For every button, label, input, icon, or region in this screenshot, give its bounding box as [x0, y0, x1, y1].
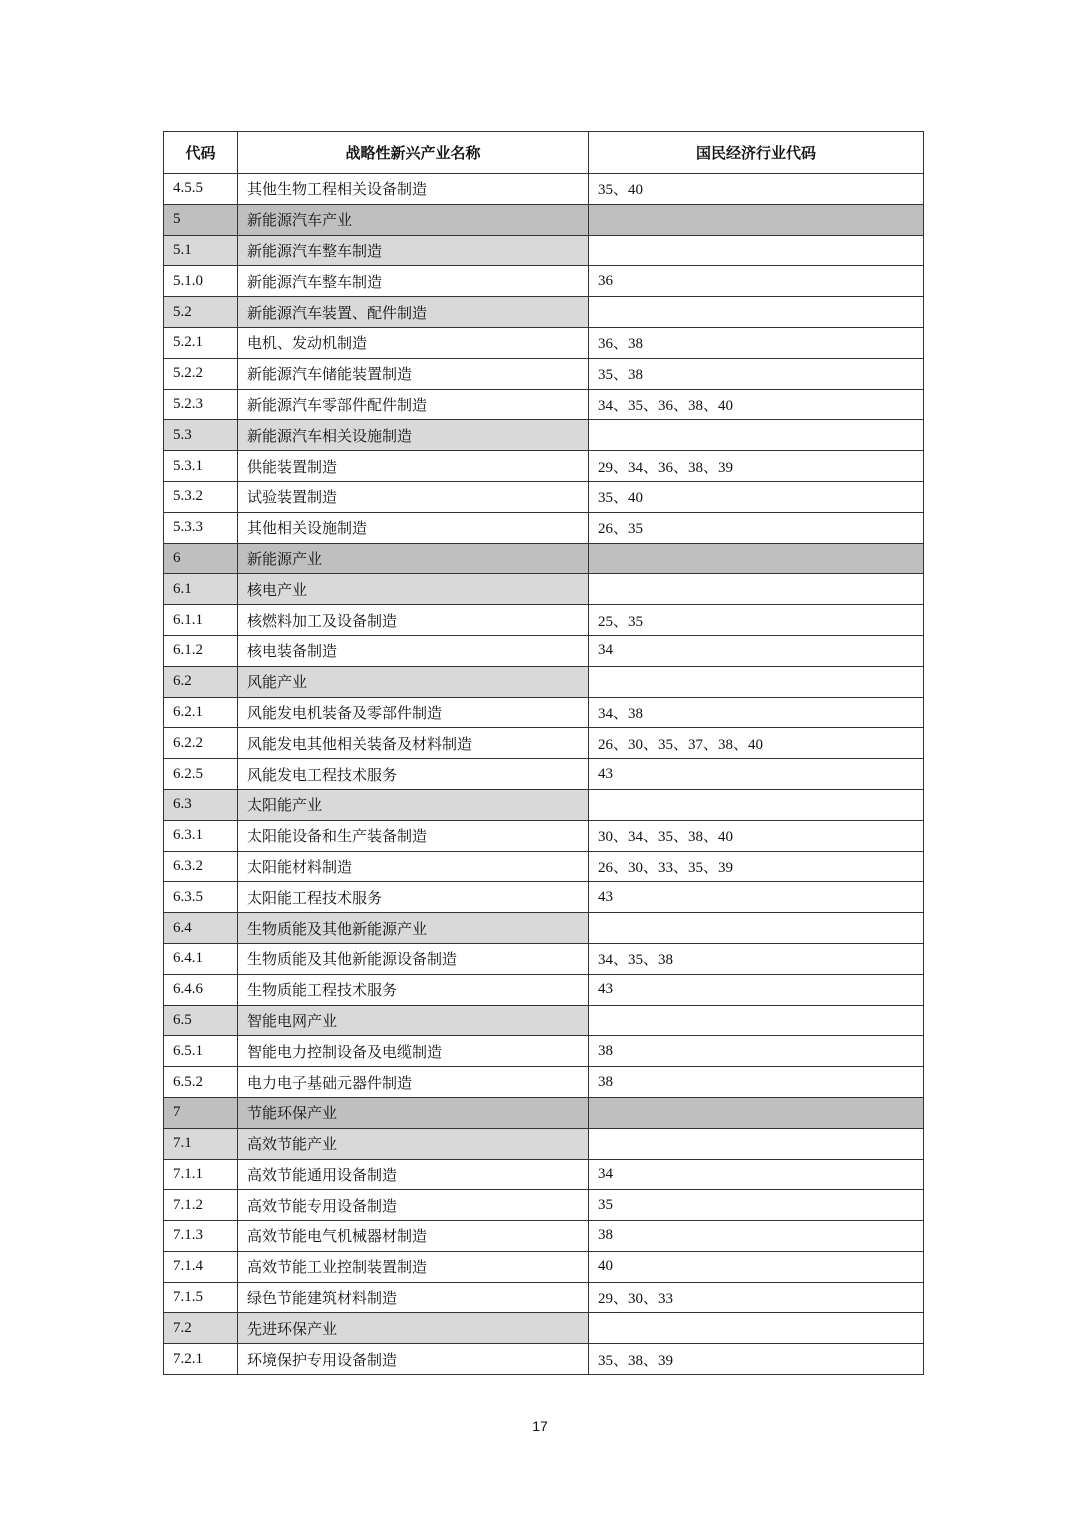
row-name: 高效节能电气机械器材制造	[238, 1221, 589, 1252]
row-industry-codes: 43	[589, 759, 924, 790]
row-industry-codes: 36	[589, 266, 924, 297]
row-name: 先进环保产业	[238, 1313, 589, 1344]
table-row	[164, 1159, 924, 1190]
row-name: 新能源产业	[238, 543, 589, 574]
row-name: 电力电子基础元器件制造	[238, 1067, 589, 1098]
row-name: 智能电力控制设备及电缆制造	[238, 1036, 589, 1067]
industry-code-table	[163, 131, 924, 1375]
row-industry-codes: 30、34、35、38、40	[589, 820, 924, 851]
row-name: 新能源汽车装置、配件制造	[238, 297, 589, 328]
table-row	[164, 1097, 924, 1128]
row-name: 新能源汽车产业	[238, 204, 589, 235]
row-name: 新能源汽车相关设施制造	[238, 420, 589, 451]
header-economic-code: 国民经济行业代码	[589, 132, 924, 174]
row-code: 6.3.1	[164, 820, 238, 851]
table-row	[164, 820, 924, 851]
table-row	[164, 389, 924, 420]
row-industry-codes: 35、40	[589, 481, 924, 512]
row-industry-codes: 34	[589, 1159, 924, 1190]
row-industry-codes: 34、35、36、38、40	[589, 389, 924, 420]
table-row	[164, 451, 924, 482]
table-row	[164, 789, 924, 820]
row-name: 风能发电其他相关装备及材料制造	[238, 728, 589, 759]
row-industry-codes: 34	[589, 635, 924, 666]
table-row	[164, 882, 924, 913]
row-industry-codes: 38	[589, 1067, 924, 1098]
row-code: 6.3	[164, 789, 238, 820]
table-row	[164, 974, 924, 1005]
row-industry-codes: 43	[589, 882, 924, 913]
table-row	[164, 204, 924, 235]
row-code: 6.4.6	[164, 974, 238, 1005]
row-industry-codes: 40	[589, 1251, 924, 1282]
table-row	[164, 512, 924, 543]
table-row	[164, 1344, 924, 1375]
row-code: 5.2.2	[164, 358, 238, 389]
row-code: 6.2	[164, 666, 238, 697]
table-row	[164, 1005, 924, 1036]
row-code: 6.1.2	[164, 635, 238, 666]
row-code: 7.1	[164, 1128, 238, 1159]
table-row	[164, 635, 924, 666]
row-industry-codes: 34、35、38	[589, 943, 924, 974]
row-industry-codes	[589, 1005, 924, 1036]
table-row	[164, 1190, 924, 1221]
row-code: 7.1.4	[164, 1251, 238, 1282]
table-row	[164, 759, 924, 790]
row-industry-codes	[589, 1128, 924, 1159]
row-industry-codes	[589, 543, 924, 574]
row-name: 风能发电机装备及零部件制造	[238, 697, 589, 728]
row-code: 5.3.3	[164, 512, 238, 543]
row-name: 生物质能及其他新能源产业	[238, 913, 589, 944]
table-row	[164, 666, 924, 697]
row-code: 6.1	[164, 574, 238, 605]
row-industry-codes	[589, 297, 924, 328]
row-name: 太阳能产业	[238, 789, 589, 820]
row-name: 核电装备制造	[238, 635, 589, 666]
row-name: 风能发电工程技术服务	[238, 759, 589, 790]
table-row	[164, 1221, 924, 1252]
header-code: 代码	[164, 132, 238, 174]
row-industry-codes: 26、30、35、37、38、40	[589, 728, 924, 759]
row-code: 6.3.2	[164, 851, 238, 882]
row-name: 新能源汽车整车制造	[238, 235, 589, 266]
row-name: 新能源汽车整车制造	[238, 266, 589, 297]
row-industry-codes: 35、38、39	[589, 1344, 924, 1375]
header-industry-name: 战略性新兴产业名称	[238, 132, 589, 174]
table-header-row	[164, 132, 924, 174]
row-code: 6.5	[164, 1005, 238, 1036]
table-row	[164, 574, 924, 605]
row-name: 生物质能工程技术服务	[238, 974, 589, 1005]
row-industry-codes	[589, 789, 924, 820]
row-industry-codes: 36、38	[589, 327, 924, 358]
table-row	[164, 1036, 924, 1067]
row-industry-codes	[589, 574, 924, 605]
table-row	[164, 1313, 924, 1344]
row-name: 高效节能通用设备制造	[238, 1159, 589, 1190]
row-industry-codes: 43	[589, 974, 924, 1005]
row-code: 5.3	[164, 420, 238, 451]
table-body	[164, 174, 924, 1375]
row-name: 新能源汽车零部件配件制造	[238, 389, 589, 420]
row-code: 7.1.3	[164, 1221, 238, 1252]
row-industry-codes: 29、30、33	[589, 1282, 924, 1313]
row-industry-codes: 38	[589, 1036, 924, 1067]
row-industry-codes: 29、34、36、38、39	[589, 451, 924, 482]
row-code: 7.2	[164, 1313, 238, 1344]
row-name: 其他生物工程相关设备制造	[238, 174, 589, 205]
row-code: 5	[164, 204, 238, 235]
row-industry-codes	[589, 1313, 924, 1344]
table-row	[164, 266, 924, 297]
row-industry-codes	[589, 666, 924, 697]
row-name: 节能环保产业	[238, 1097, 589, 1128]
row-name: 环境保护专用设备制造	[238, 1344, 589, 1375]
table-row	[164, 943, 924, 974]
row-name: 供能装置制造	[238, 451, 589, 482]
row-industry-codes: 38	[589, 1221, 924, 1252]
row-code: 7.2.1	[164, 1344, 238, 1375]
table-row	[164, 605, 924, 636]
row-industry-codes: 26、35	[589, 512, 924, 543]
row-code: 4.5.5	[164, 174, 238, 205]
row-name: 电机、发动机制造	[238, 327, 589, 358]
row-name: 高效节能工业控制装置制造	[238, 1251, 589, 1282]
table-row	[164, 851, 924, 882]
row-code: 5.3.1	[164, 451, 238, 482]
row-name: 智能电网产业	[238, 1005, 589, 1036]
row-code: 6	[164, 543, 238, 574]
row-code: 7	[164, 1097, 238, 1128]
row-industry-codes	[589, 204, 924, 235]
row-name: 太阳能工程技术服务	[238, 882, 589, 913]
row-code: 6.3.5	[164, 882, 238, 913]
table-row	[164, 913, 924, 944]
row-name: 试验装置制造	[238, 481, 589, 512]
row-code: 5.2.1	[164, 327, 238, 358]
row-code: 6.5.1	[164, 1036, 238, 1067]
row-industry-codes: 35	[589, 1190, 924, 1221]
row-code: 7.1.2	[164, 1190, 238, 1221]
row-code: 6.2.5	[164, 759, 238, 790]
row-industry-codes: 35、38	[589, 358, 924, 389]
row-code: 7.1.1	[164, 1159, 238, 1190]
table-row	[164, 543, 924, 574]
table-row	[164, 235, 924, 266]
row-code: 5.2.3	[164, 389, 238, 420]
row-code: 5.1	[164, 235, 238, 266]
row-code: 6.1.1	[164, 605, 238, 636]
table-row	[164, 1251, 924, 1282]
row-code: 6.4	[164, 913, 238, 944]
table-row	[164, 358, 924, 389]
row-code: 5.2	[164, 297, 238, 328]
table-row	[164, 1282, 924, 1313]
row-code: 6.4.1	[164, 943, 238, 974]
row-industry-codes	[589, 235, 924, 266]
table-row	[164, 481, 924, 512]
page-number: 17	[532, 1418, 548, 1434]
row-industry-codes	[589, 420, 924, 451]
row-code: 7.1.5	[164, 1282, 238, 1313]
row-name: 风能产业	[238, 666, 589, 697]
row-code: 6.5.2	[164, 1067, 238, 1098]
row-name: 高效节能专用设备制造	[238, 1190, 589, 1221]
table-row	[164, 420, 924, 451]
table-row	[164, 1128, 924, 1159]
table-row	[164, 728, 924, 759]
row-industry-codes: 34、38	[589, 697, 924, 728]
row-name: 绿色节能建筑材料制造	[238, 1282, 589, 1313]
row-industry-codes	[589, 913, 924, 944]
table-row	[164, 297, 924, 328]
row-name: 生物质能及其他新能源设备制造	[238, 943, 589, 974]
row-code: 5.3.2	[164, 481, 238, 512]
table-row	[164, 697, 924, 728]
row-industry-codes: 26、30、33、35、39	[589, 851, 924, 882]
row-name: 高效节能产业	[238, 1128, 589, 1159]
row-name: 核电产业	[238, 574, 589, 605]
row-name: 核燃料加工及设备制造	[238, 605, 589, 636]
row-industry-codes	[589, 1097, 924, 1128]
row-name: 太阳能材料制造	[238, 851, 589, 882]
row-code: 6.2.2	[164, 728, 238, 759]
row-name: 太阳能设备和生产装备制造	[238, 820, 589, 851]
table-row	[164, 174, 924, 205]
row-name: 其他相关设施制造	[238, 512, 589, 543]
row-code: 5.1.0	[164, 266, 238, 297]
row-industry-codes: 35、40	[589, 174, 924, 205]
row-name: 新能源汽车储能装置制造	[238, 358, 589, 389]
table-row	[164, 327, 924, 358]
row-code: 6.2.1	[164, 697, 238, 728]
row-industry-codes: 25、35	[589, 605, 924, 636]
table-row	[164, 1067, 924, 1098]
